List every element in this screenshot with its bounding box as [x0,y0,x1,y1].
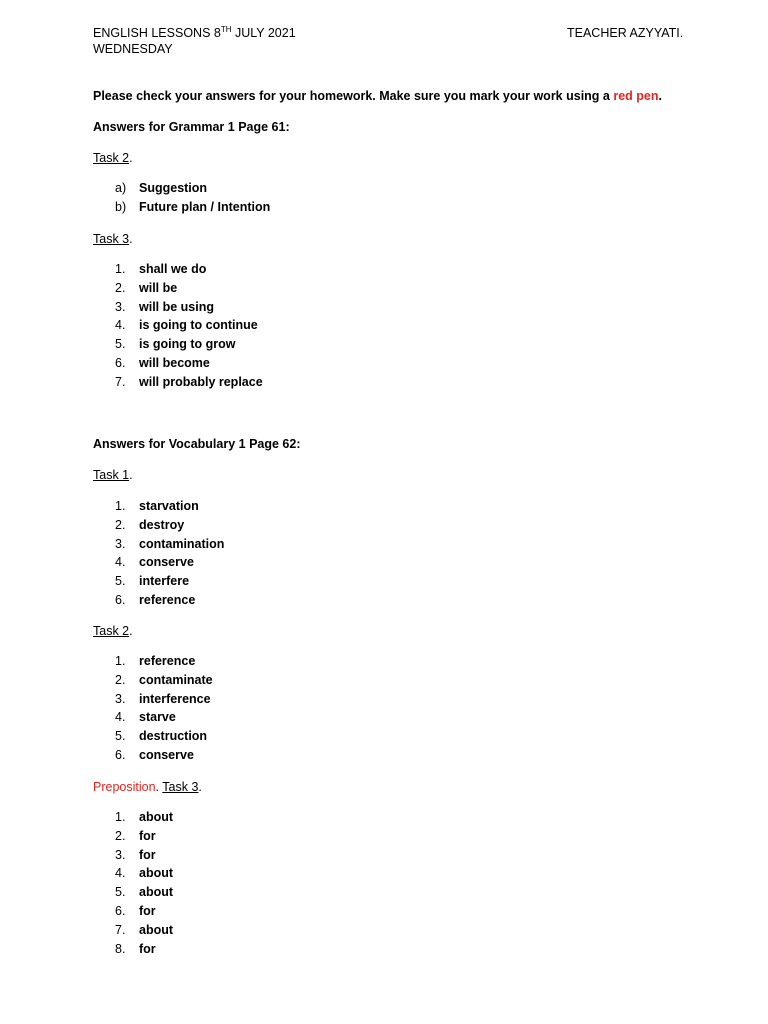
answer-text: will probably replace [139,374,263,389]
list-marker: 5. [115,337,126,352]
list-marker: 4. [115,555,126,570]
header-weekday: WEDNESDAY [93,42,173,56]
answer-text: reference [139,654,196,668]
answer-text: conserve [139,747,194,762]
vocabulary-task1-label: Task 1 [93,468,130,482]
answer-text: is going to grow [139,337,236,352]
list-marker: 5. [115,885,126,900]
answer-text: will become [139,355,210,370]
preposition-task3-heading [93,779,202,795]
answer-text: contaminate [139,672,213,687]
list-marker: 6. [115,592,126,607]
answer-text: contamination [139,536,225,551]
answer-text: about [139,885,174,900]
list-marker: 6. [115,747,126,762]
vocabulary-task2-label: Task 2 [93,624,130,638]
list-marker: 3. [115,299,126,314]
list-marker: a) [115,181,127,195]
vocabulary-task2-heading [93,623,133,639]
list-marker: b) [115,199,127,214]
grammar-task2-suffix: . [129,151,133,165]
list-marker: 6. [115,355,126,370]
preposition-task3-suffix: . [198,780,202,794]
list-marker: 8. [115,941,126,956]
answer-text: for [139,903,156,918]
list-marker: 4. [115,318,126,333]
grammar-task2-heading [93,150,133,166]
answer-text: destruction [139,729,208,744]
list-marker: 1. [115,654,126,668]
list-marker: 3. [115,691,126,706]
list-marker: 5. [115,729,126,744]
vocabulary-heading: Answers for Vocabulary 1 Page 62: [93,437,301,451]
list-marker: 7. [115,374,126,389]
answer-text: reference [139,592,196,607]
list-marker: 1. [115,262,126,276]
list-marker: 2. [115,517,126,532]
intro-end: . [658,89,662,103]
list-marker: 2. [115,672,126,687]
preposition-dot: . [155,780,163,794]
list-marker: 3. [115,847,126,862]
answer-text: starve [139,710,176,725]
intro-red-pen: red pen [613,89,659,103]
intro-instruction [93,88,662,104]
grammar-task3-suffix: . [129,232,133,246]
answer-text: Suggestion [139,181,208,195]
answer-text: destroy [139,517,185,532]
answer-text: interfere [139,574,190,589]
list-marker: 4. [115,710,126,725]
intro-text: Please check your answers for your homework. Make sure you mark your work using a [93,89,614,103]
vocabulary-task1-suffix: . [129,468,133,482]
list-marker: 1. [115,810,126,824]
header-teacher-name: TEACHER AZYYATI. [567,26,684,40]
list-marker: 4. [115,866,126,881]
grammar-task2-label: Task 2 [93,151,130,165]
list-marker: 7. [115,922,126,937]
grammar-task3-heading [93,231,133,247]
preposition-task3-label: Task 3 [162,780,199,794]
list-marker: 2. [115,828,126,843]
answer-text: about [139,810,174,824]
header-date-suffix: TH [220,25,232,34]
answer-text: starvation [139,499,199,513]
answer-text: for [139,828,156,843]
header-lesson-date [93,25,296,41]
answer-text: about [139,866,174,881]
answer-text: interference [139,691,211,706]
list-marker: 2. [115,280,126,295]
preposition-label: Preposition [93,780,156,794]
answer-text: conserve [139,555,194,570]
vocabulary-task2-suffix: . [129,624,133,638]
grammar-heading: Answers for Grammar 1 Page 61: [93,120,290,134]
answer-text: shall we do [139,262,207,276]
header-month-year: JULY 2021 [231,26,296,40]
list-marker: 6. [115,903,126,918]
answer-text: about [139,922,174,937]
header-lesson-prefix: ENGLISH LESSONS 8 [93,26,221,40]
answer-text: for [139,941,156,956]
answer-text: for [139,847,156,862]
answer-text: is going to continue [139,318,258,333]
grammar-task3-label: Task 3 [93,232,130,246]
answer-text: will be using [139,299,215,314]
list-marker: 1. [115,499,126,513]
list-marker: 3. [115,536,126,551]
list-marker: 5. [115,574,126,589]
answer-text: Future plan / Intention [139,199,271,214]
vocabulary-task1-heading [93,467,133,483]
answer-text: will be [139,280,178,295]
